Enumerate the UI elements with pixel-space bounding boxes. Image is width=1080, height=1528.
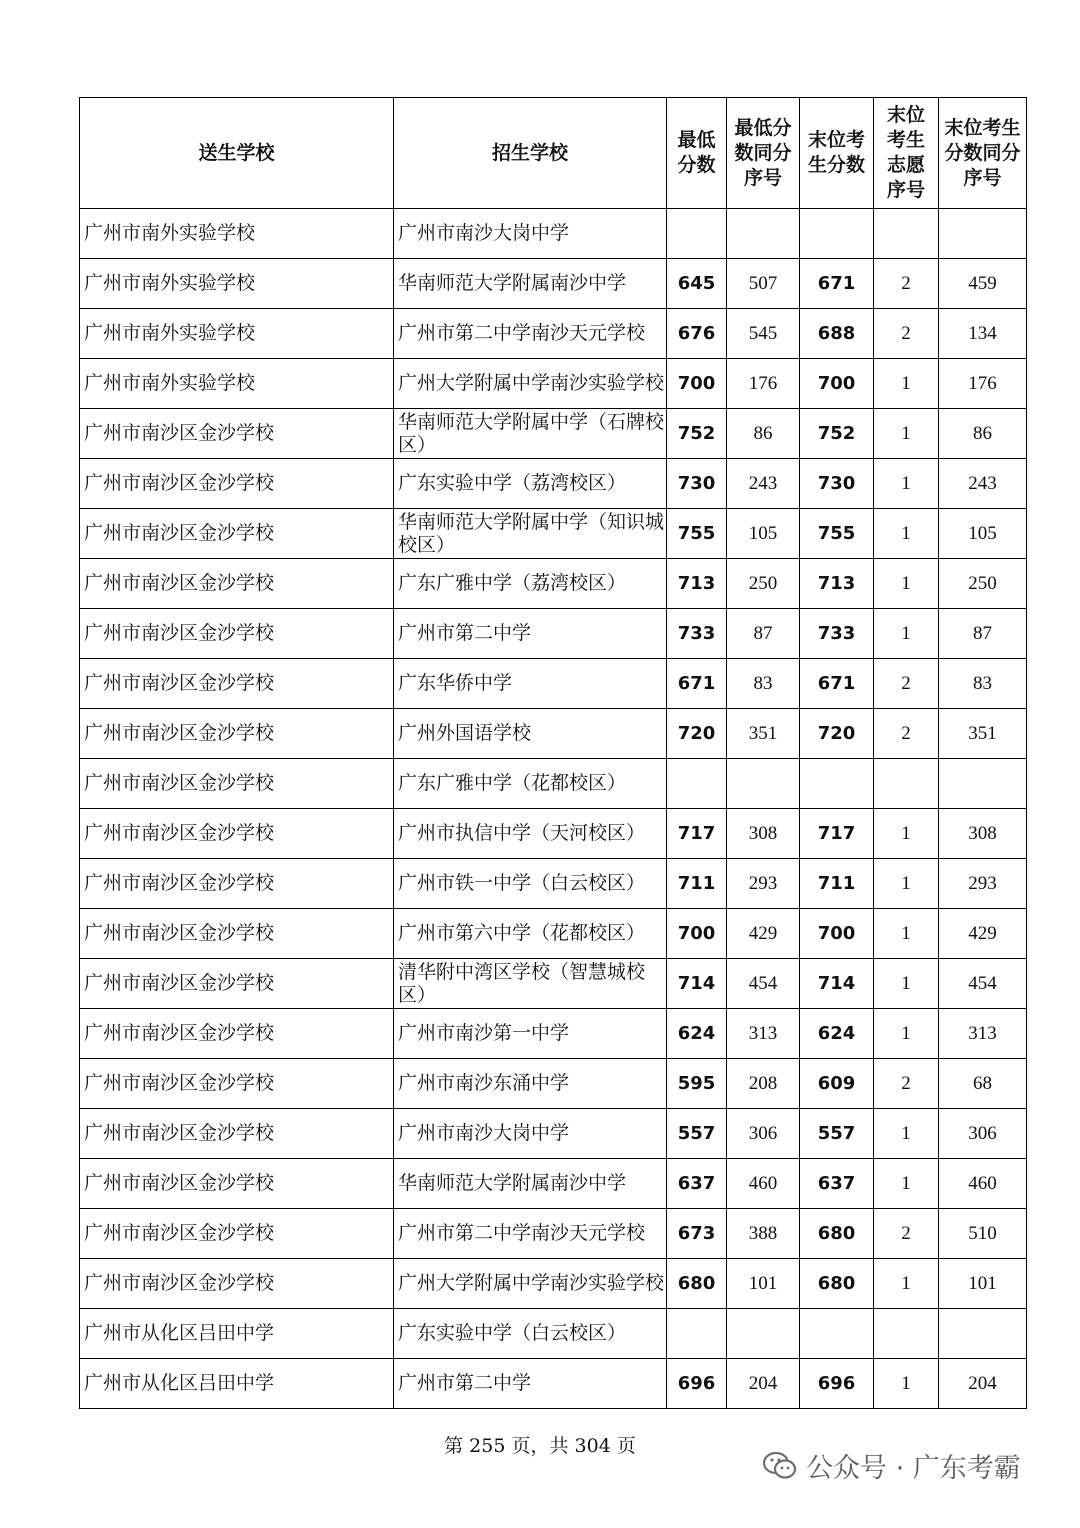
cell-admitting-school: 广州大学附属中学南沙实验学校 <box>394 359 667 409</box>
cell-last-score-rank: 429 <box>939 909 1027 959</box>
cell-last-choice: 2 <box>874 1209 939 1259</box>
table-header-row <box>80 98 1027 209</box>
cell-last-score <box>800 209 874 259</box>
cell-min-score: 676 <box>667 309 727 359</box>
cell-last-score: 711 <box>800 859 874 909</box>
table-row <box>80 309 1027 359</box>
cell-admitting-school: 广州外国语学校 <box>394 709 667 759</box>
header-last-choice: 末位 考生 志愿 序号 <box>874 98 939 209</box>
cell-min-score: 755 <box>667 509 727 559</box>
watermark-text: 公众号 · 广东考霸 <box>806 1453 1021 1484</box>
table-row <box>80 809 1027 859</box>
table-row <box>80 1159 1027 1209</box>
cell-last-choice: 2 <box>874 259 939 309</box>
cell-last-score: 557 <box>800 1109 874 1159</box>
cell-min-score-rank: 101 <box>727 1259 800 1309</box>
cell-sending-school: 广州市南沙区金沙学校 <box>80 409 394 459</box>
cell-min-score-rank: 243 <box>727 459 800 509</box>
table-row <box>80 859 1027 909</box>
cell-last-score-rank: 454 <box>939 959 1027 1009</box>
cell-min-score: 624 <box>667 1009 727 1059</box>
cell-sending-school: 广州市南沙区金沙学校 <box>80 1059 394 1109</box>
table-row <box>80 959 1027 1009</box>
cell-last-score: 717 <box>800 809 874 859</box>
cell-min-score <box>667 1309 727 1359</box>
cell-admitting-school: 广州市南沙第一中学 <box>394 1009 667 1059</box>
cell-admitting-school: 广州市第六中学（花都校区） <box>394 909 667 959</box>
cell-min-score-rank: 83 <box>727 659 800 709</box>
table-row <box>80 1359 1027 1409</box>
cell-min-score: 680 <box>667 1259 727 1309</box>
cell-min-score: 637 <box>667 1159 727 1209</box>
cell-min-score: 717 <box>667 809 727 859</box>
table-row <box>80 759 1027 809</box>
cell-admitting-school: 广州市第二中学南沙天元学校 <box>394 1209 667 1259</box>
cell-admitting-school: 华南师范大学附属南沙中学 <box>394 259 667 309</box>
cell-min-score: 671 <box>667 659 727 709</box>
table-row <box>80 409 1027 459</box>
cell-last-score: 671 <box>800 259 874 309</box>
table-row <box>80 659 1027 709</box>
cell-last-score <box>800 759 874 809</box>
cell-last-choice: 1 <box>874 409 939 459</box>
cell-last-choice: 2 <box>874 659 939 709</box>
cell-last-score-rank: 68 <box>939 1059 1027 1109</box>
cell-last-score-rank: 105 <box>939 509 1027 559</box>
table-row <box>80 209 1027 259</box>
cell-admitting-school: 广州市第二中学南沙天元学校 <box>394 309 667 359</box>
header-last-score-rank: 末位考生 分数同分 序号 <box>939 98 1027 209</box>
cell-min-score-rank: 388 <box>727 1209 800 1259</box>
cell-min-score-rank: 204 <box>727 1359 800 1409</box>
cell-min-score: 714 <box>667 959 727 1009</box>
cell-admitting-school: 华南师范大学附属中学（知识城校区） <box>394 509 667 559</box>
cell-last-score: 700 <box>800 909 874 959</box>
cell-min-score-rank: 460 <box>727 1159 800 1209</box>
cell-sending-school: 广州市南沙区金沙学校 <box>80 809 394 859</box>
cell-min-score: 752 <box>667 409 727 459</box>
cell-last-score: 752 <box>800 409 874 459</box>
cell-last-score-rank: 313 <box>939 1009 1027 1059</box>
cell-last-score: 696 <box>800 1359 874 1409</box>
table-row <box>80 359 1027 409</box>
cell-last-choice: 1 <box>874 459 939 509</box>
cell-admitting-school: 广州大学附属中学南沙实验学校 <box>394 1259 667 1309</box>
cell-min-score: 700 <box>667 909 727 959</box>
cell-min-score-rank <box>727 759 800 809</box>
cell-admitting-school: 清华附中湾区学校（智慧城校区） <box>394 959 667 1009</box>
cell-sending-school: 广州市从化区吕田中学 <box>80 1359 394 1409</box>
cell-sending-school: 广州市南外实验学校 <box>80 359 394 409</box>
cell-admitting-school: 华南师范大学附属中学（石牌校区） <box>394 409 667 459</box>
cell-admitting-school: 广州市第二中学 <box>394 1359 667 1409</box>
cell-admitting-school: 广东华侨中学 <box>394 659 667 709</box>
cell-last-score-rank: 176 <box>939 359 1027 409</box>
cell-last-score-rank: 101 <box>939 1259 1027 1309</box>
table-row <box>80 609 1027 659</box>
table-body <box>80 209 1027 1409</box>
cell-sending-school: 广州市南沙区金沙学校 <box>80 559 394 609</box>
cell-last-score-rank: 134 <box>939 309 1027 359</box>
cell-min-score: 696 <box>667 1359 727 1409</box>
cell-last-score-rank: 243 <box>939 459 1027 509</box>
wechat-watermark <box>762 1446 1021 1485</box>
cell-last-score-rank: 510 <box>939 1209 1027 1259</box>
header-min-score-rank: 最低分 数同分 序号 <box>727 98 800 209</box>
cell-min-score: 713 <box>667 559 727 609</box>
cell-last-score-rank: 306 <box>939 1109 1027 1159</box>
cell-min-score-rank <box>727 209 800 259</box>
table-row <box>80 1059 1027 1109</box>
cell-sending-school: 广州市南沙区金沙学校 <box>80 1209 394 1259</box>
cell-min-score: 711 <box>667 859 727 909</box>
cell-last-score: 680 <box>800 1209 874 1259</box>
cell-last-score-rank: 250 <box>939 559 1027 609</box>
cell-last-choice <box>874 1309 939 1359</box>
cell-last-choice <box>874 209 939 259</box>
cell-last-score-rank: 351 <box>939 709 1027 759</box>
cell-sending-school: 广州市从化区吕田中学 <box>80 1309 394 1359</box>
cell-sending-school: 广州市南沙区金沙学校 <box>80 459 394 509</box>
cell-last-choice: 1 <box>874 1159 939 1209</box>
cell-last-choice: 1 <box>874 1359 939 1409</box>
wechat-icon <box>762 1450 798 1482</box>
cell-last-score: 609 <box>800 1059 874 1109</box>
cell-last-score-rank: 459 <box>939 259 1027 309</box>
cell-min-score-rank: 176 <box>727 359 800 409</box>
cell-last-score-rank: 308 <box>939 809 1027 859</box>
cell-admitting-school: 广州市南沙东涌中学 <box>394 1059 667 1109</box>
cell-min-score-rank: 250 <box>727 559 800 609</box>
cell-min-score-rank: 313 <box>727 1009 800 1059</box>
cell-admitting-school: 广东实验中学（白云校区） <box>394 1309 667 1359</box>
cell-last-choice: 1 <box>874 1109 939 1159</box>
cell-last-score <box>800 1309 874 1359</box>
cell-last-score-rank: 204 <box>939 1359 1027 1409</box>
cell-last-choice: 1 <box>874 859 939 909</box>
cell-last-choice <box>874 759 939 809</box>
cell-sending-school: 广州市南沙区金沙学校 <box>80 959 394 1009</box>
cell-last-choice: 1 <box>874 959 939 1009</box>
cell-sending-school: 广州市南沙区金沙学校 <box>80 1109 394 1159</box>
cell-admitting-school: 广州市铁一中学（白云校区） <box>394 859 667 909</box>
admission-score-table <box>79 97 1027 1409</box>
cell-min-score: 730 <box>667 459 727 509</box>
cell-min-score-rank: 545 <box>727 309 800 359</box>
cell-last-score-rank <box>939 1309 1027 1359</box>
cell-sending-school: 广州市南沙区金沙学校 <box>80 1259 394 1309</box>
cell-last-score-rank: 293 <box>939 859 1027 909</box>
table-row <box>80 259 1027 309</box>
cell-min-score-rank <box>727 1309 800 1359</box>
cell-last-score: 671 <box>800 659 874 709</box>
cell-min-score: 720 <box>667 709 727 759</box>
cell-last-score: 755 <box>800 509 874 559</box>
cell-sending-school: 广州市南沙区金沙学校 <box>80 859 394 909</box>
table-row <box>80 459 1027 509</box>
cell-last-choice: 1 <box>874 509 939 559</box>
cell-min-score-rank: 507 <box>727 259 800 309</box>
cell-admitting-school: 华南师范大学附属南沙中学 <box>394 1159 667 1209</box>
cell-last-score-rank <box>939 209 1027 259</box>
cell-min-score-rank: 308 <box>727 809 800 859</box>
cell-min-score-rank: 429 <box>727 909 800 959</box>
cell-sending-school: 广州市南外实验学校 <box>80 309 394 359</box>
table-row <box>80 1009 1027 1059</box>
cell-min-score-rank: 86 <box>727 409 800 459</box>
cell-min-score-rank: 351 <box>727 709 800 759</box>
cell-last-score: 713 <box>800 559 874 609</box>
cell-last-choice: 1 <box>874 1009 939 1059</box>
cell-last-score-rank: 87 <box>939 609 1027 659</box>
cell-admitting-school: 广东广雅中学（荔湾校区） <box>394 559 667 609</box>
table-row <box>80 1209 1027 1259</box>
cell-min-score: 595 <box>667 1059 727 1109</box>
cell-last-choice: 2 <box>874 1059 939 1109</box>
cell-last-choice: 1 <box>874 559 939 609</box>
cell-min-score-rank: 454 <box>727 959 800 1009</box>
cell-admitting-school: 广州市执信中学（天河校区） <box>394 809 667 859</box>
cell-last-choice: 1 <box>874 359 939 409</box>
cell-last-choice: 1 <box>874 809 939 859</box>
cell-admitting-school: 广州市南沙大岗中学 <box>394 1109 667 1159</box>
cell-min-score: 673 <box>667 1209 727 1259</box>
cell-last-score: 720 <box>800 709 874 759</box>
cell-last-score-rank: 83 <box>939 659 1027 709</box>
cell-last-score-rank: 460 <box>939 1159 1027 1209</box>
cell-min-score-rank: 293 <box>727 859 800 909</box>
cell-sending-school: 广州市南沙区金沙学校 <box>80 509 394 559</box>
table-row <box>80 559 1027 609</box>
cell-admitting-school: 广东实验中学（荔湾校区） <box>394 459 667 509</box>
table-row <box>80 1309 1027 1359</box>
cell-last-choice: 1 <box>874 609 939 659</box>
cell-admitting-school: 广州市第二中学 <box>394 609 667 659</box>
cell-last-score: 637 <box>800 1159 874 1209</box>
cell-min-score <box>667 759 727 809</box>
cell-last-score: 680 <box>800 1259 874 1309</box>
cell-last-choice: 2 <box>874 709 939 759</box>
cell-last-score: 688 <box>800 309 874 359</box>
cell-sending-school: 广州市南外实验学校 <box>80 259 394 309</box>
table-row <box>80 1259 1027 1309</box>
cell-min-score: 557 <box>667 1109 727 1159</box>
cell-sending-school: 广州市南沙区金沙学校 <box>80 1159 394 1209</box>
table-row <box>80 1109 1027 1159</box>
page-number: 第 255 页，共 304 页 <box>444 1435 636 1457</box>
cell-min-score-rank: 105 <box>727 509 800 559</box>
cell-min-score-rank: 208 <box>727 1059 800 1109</box>
header-last-score: 末位考 生分数 <box>800 98 874 209</box>
header-min-score: 最低 分数 <box>667 98 727 209</box>
header-admitting-school: 招生学校 <box>394 98 667 209</box>
cell-last-score: 733 <box>800 609 874 659</box>
cell-last-score: 700 <box>800 359 874 409</box>
cell-sending-school: 广州市南沙区金沙学校 <box>80 1009 394 1059</box>
cell-min-score: 700 <box>667 359 727 409</box>
cell-last-score: 714 <box>800 959 874 1009</box>
cell-last-score: 624 <box>800 1009 874 1059</box>
cell-last-score: 730 <box>800 459 874 509</box>
cell-min-score-rank: 306 <box>727 1109 800 1159</box>
header-sending-school: 送生学校 <box>80 98 394 209</box>
cell-last-choice: 2 <box>874 309 939 359</box>
cell-sending-school: 广州市南沙区金沙学校 <box>80 909 394 959</box>
cell-sending-school: 广州市南沙区金沙学校 <box>80 659 394 709</box>
cell-min-score: 645 <box>667 259 727 309</box>
cell-min-score <box>667 209 727 259</box>
cell-min-score-rank: 87 <box>727 609 800 659</box>
table-row <box>80 909 1027 959</box>
cell-min-score: 733 <box>667 609 727 659</box>
cell-last-score-rank: 86 <box>939 409 1027 459</box>
cell-sending-school: 广州市南沙区金沙学校 <box>80 759 394 809</box>
table-row <box>80 709 1027 759</box>
cell-sending-school: 广州市南沙区金沙学校 <box>80 709 394 759</box>
cell-admitting-school: 广东广雅中学（花都校区） <box>394 759 667 809</box>
cell-admitting-school: 广州市南沙大岗中学 <box>394 209 667 259</box>
cell-last-choice: 1 <box>874 909 939 959</box>
table-row <box>80 509 1027 559</box>
cell-sending-school: 广州市南沙区金沙学校 <box>80 609 394 659</box>
cell-last-choice: 1 <box>874 1259 939 1309</box>
cell-sending-school: 广州市南外实验学校 <box>80 209 394 259</box>
cell-last-score-rank <box>939 759 1027 809</box>
